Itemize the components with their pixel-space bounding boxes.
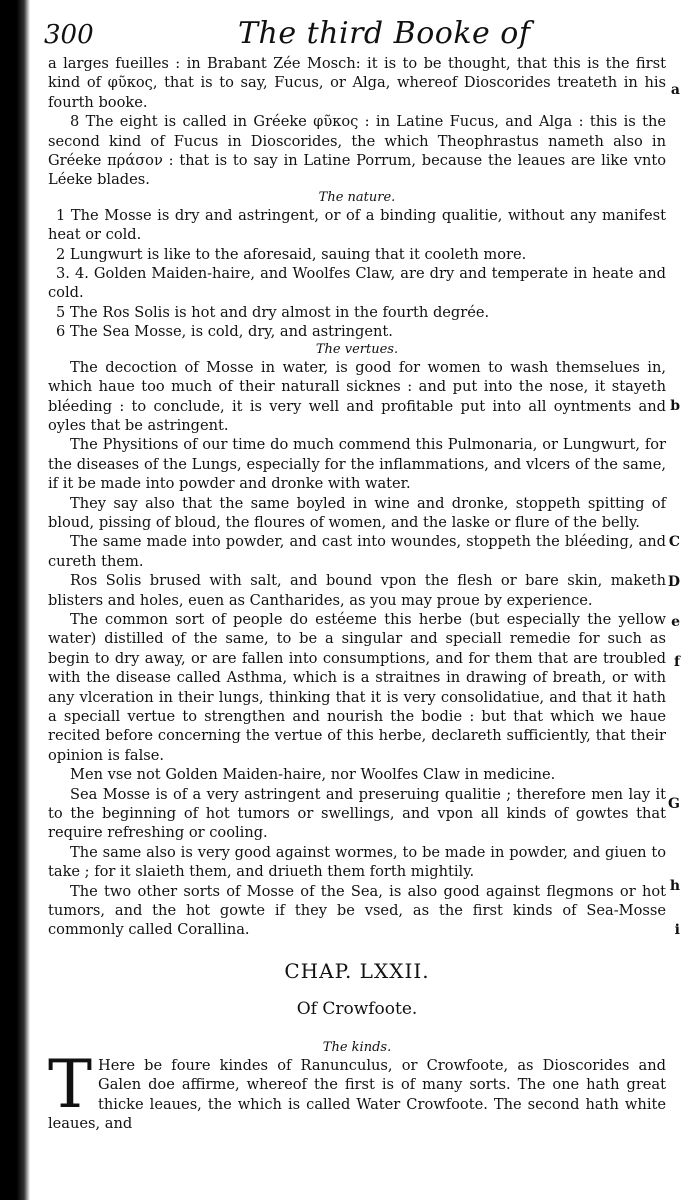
margin-letter: e xyxy=(671,614,680,630)
margin-letter: h xyxy=(669,878,680,894)
running-title: The third Booke of xyxy=(238,16,531,51)
paragraph: Ros Solis brused with salt, and bound vpon the flesh or bare skin, maketh blisters and holes, euen as Cantharides, as you may proue by experience. xyxy=(48,572,666,609)
paragraph: The Physitions of our time do much commend this Pulmonaria, or Lungwurt, for the diseases of the Lungs, especially for the inflammations, and vlcers of the same, if it be made into powder and dronke with water. xyxy=(48,436,666,493)
chapter-intro-text: Here be foure kindes of Ranunculus, or Crowfoote, as Dioscorides and Galen doe affirme, whereof the first is of many sorts. The one hath great thicke leaues, the which is called Water Crowfoote. The second hath white leaues, and xyxy=(48,1056,666,1133)
list-item: 1 The Mosse is dry and astringent, or of a binding qualitie, without any manifest heat or cold. xyxy=(48,206,666,244)
list-item: 6 The Sea Mosse, is cold, dry, and astringent. xyxy=(56,323,393,341)
paragraph: Men vse not Golden Maiden-haire, nor Woolfes Claw in medicine. xyxy=(70,766,556,784)
list-item: 5 The Ros Solis is hot and dry almost in the fourth degrée. xyxy=(56,303,490,321)
section-heading-vertues: The vertues. xyxy=(315,341,399,357)
paragraph: They say also that the same boyled in wine and dronke, stoppeth spitting of bloud, pissing of bloud, the floures of women, and the laske or flure of the belly. xyxy=(48,494,666,531)
paragraph: a larges fueilles : in Brabant Zée Mosch: it is to be thought, that this is the first kind of φῦκος, that is to say, Fucus, or Alga, whereof Dioscorides treateth in his fourth booke. xyxy=(48,55,666,111)
list-item: 2 Lungwurt is like to the aforesaid, sauing that it cooleth more. xyxy=(56,245,527,263)
margin-letter: i xyxy=(674,922,680,938)
drop-cap: T xyxy=(48,1045,93,1123)
margin-letter: a xyxy=(670,82,680,98)
book-spine-shadow xyxy=(0,0,30,1200)
chapter-title: CHAP. LXXII. xyxy=(284,958,430,983)
margin-letter: b xyxy=(670,398,680,414)
paragraph: 8 The eight is called in Gréeke φῦκος : in Latine Fucus, and Alga : this is the second kind of Fucus in Dioscorides, the which Theophrastus nameth also in Gréeke πράσον : that is to say in Latine Porrum, because the leaues are like vnto Léeke blades. xyxy=(48,113,666,189)
list-item: 3. 4. Golden Maiden-haire, and Woolfes Claw, are dry and temperate in heate and cold. xyxy=(48,265,666,302)
paragraph: The two other sorts of Mosse of the Sea, is also good against flegmons or hot tumors, and the hot gowte if they be vsed, as the first kinds of Sea-Mosse commonly called Corallina. xyxy=(48,882,666,939)
margin-letter: C xyxy=(668,534,680,550)
body-text xyxy=(48,54,666,1134)
paragraph: The common sort of people do estéeme this herbe (but especially the yellow water) distilled of the same, to be a singular and speciall remedie for such as begin to dry away, or are fallen into consumptions, and for them that are troubled with the disease called Asthma, which is a straitnes in drawing of breath, or with any vlceration in their lungs, thinking that it is very consolidatiue, and that it hath a speciall vertue to strengthen and nourish the bodie : but that which we haue recited before concerning the vertue of this herbe, declareth sufficiently, that their opinion is false. xyxy=(48,610,666,764)
page-number: 300 xyxy=(44,20,94,50)
page-header xyxy=(44,14,666,54)
paragraph: The same also is very good against wormes, to be made in powder, and giuen to take ; for it slaieth them, and driueth them forth mightily. xyxy=(48,843,666,881)
paragraph: Sea Mosse is of a very astringent and preseruing qualitie ; therefore men lay it to the beginning of hot tumors or swellings, and vpon all kinds of gowtes that require refreshing or cooling. xyxy=(48,785,666,842)
margin-letter: f xyxy=(673,654,680,670)
chapter-subtitle: Of Crowfoote. xyxy=(296,998,418,1019)
margin-letter: D xyxy=(667,574,680,590)
margin-letter: G xyxy=(668,796,680,812)
paragraph: The decoction of Mosse in water, is good for women to wash themselues in, which haue too much of their naturall sicknes : and put into the nose, it stayeth bléeding : to conclude, it is very well and profitable put into all oyntments and oyles that be astringent. xyxy=(48,358,666,434)
section-heading-nature: The nature. xyxy=(318,189,396,205)
section-heading-kinds: The kinds. xyxy=(322,1039,392,1055)
paragraph: The same made into powder, and cast into woundes, stoppeth the bléeding, and cureth them. xyxy=(48,533,666,570)
